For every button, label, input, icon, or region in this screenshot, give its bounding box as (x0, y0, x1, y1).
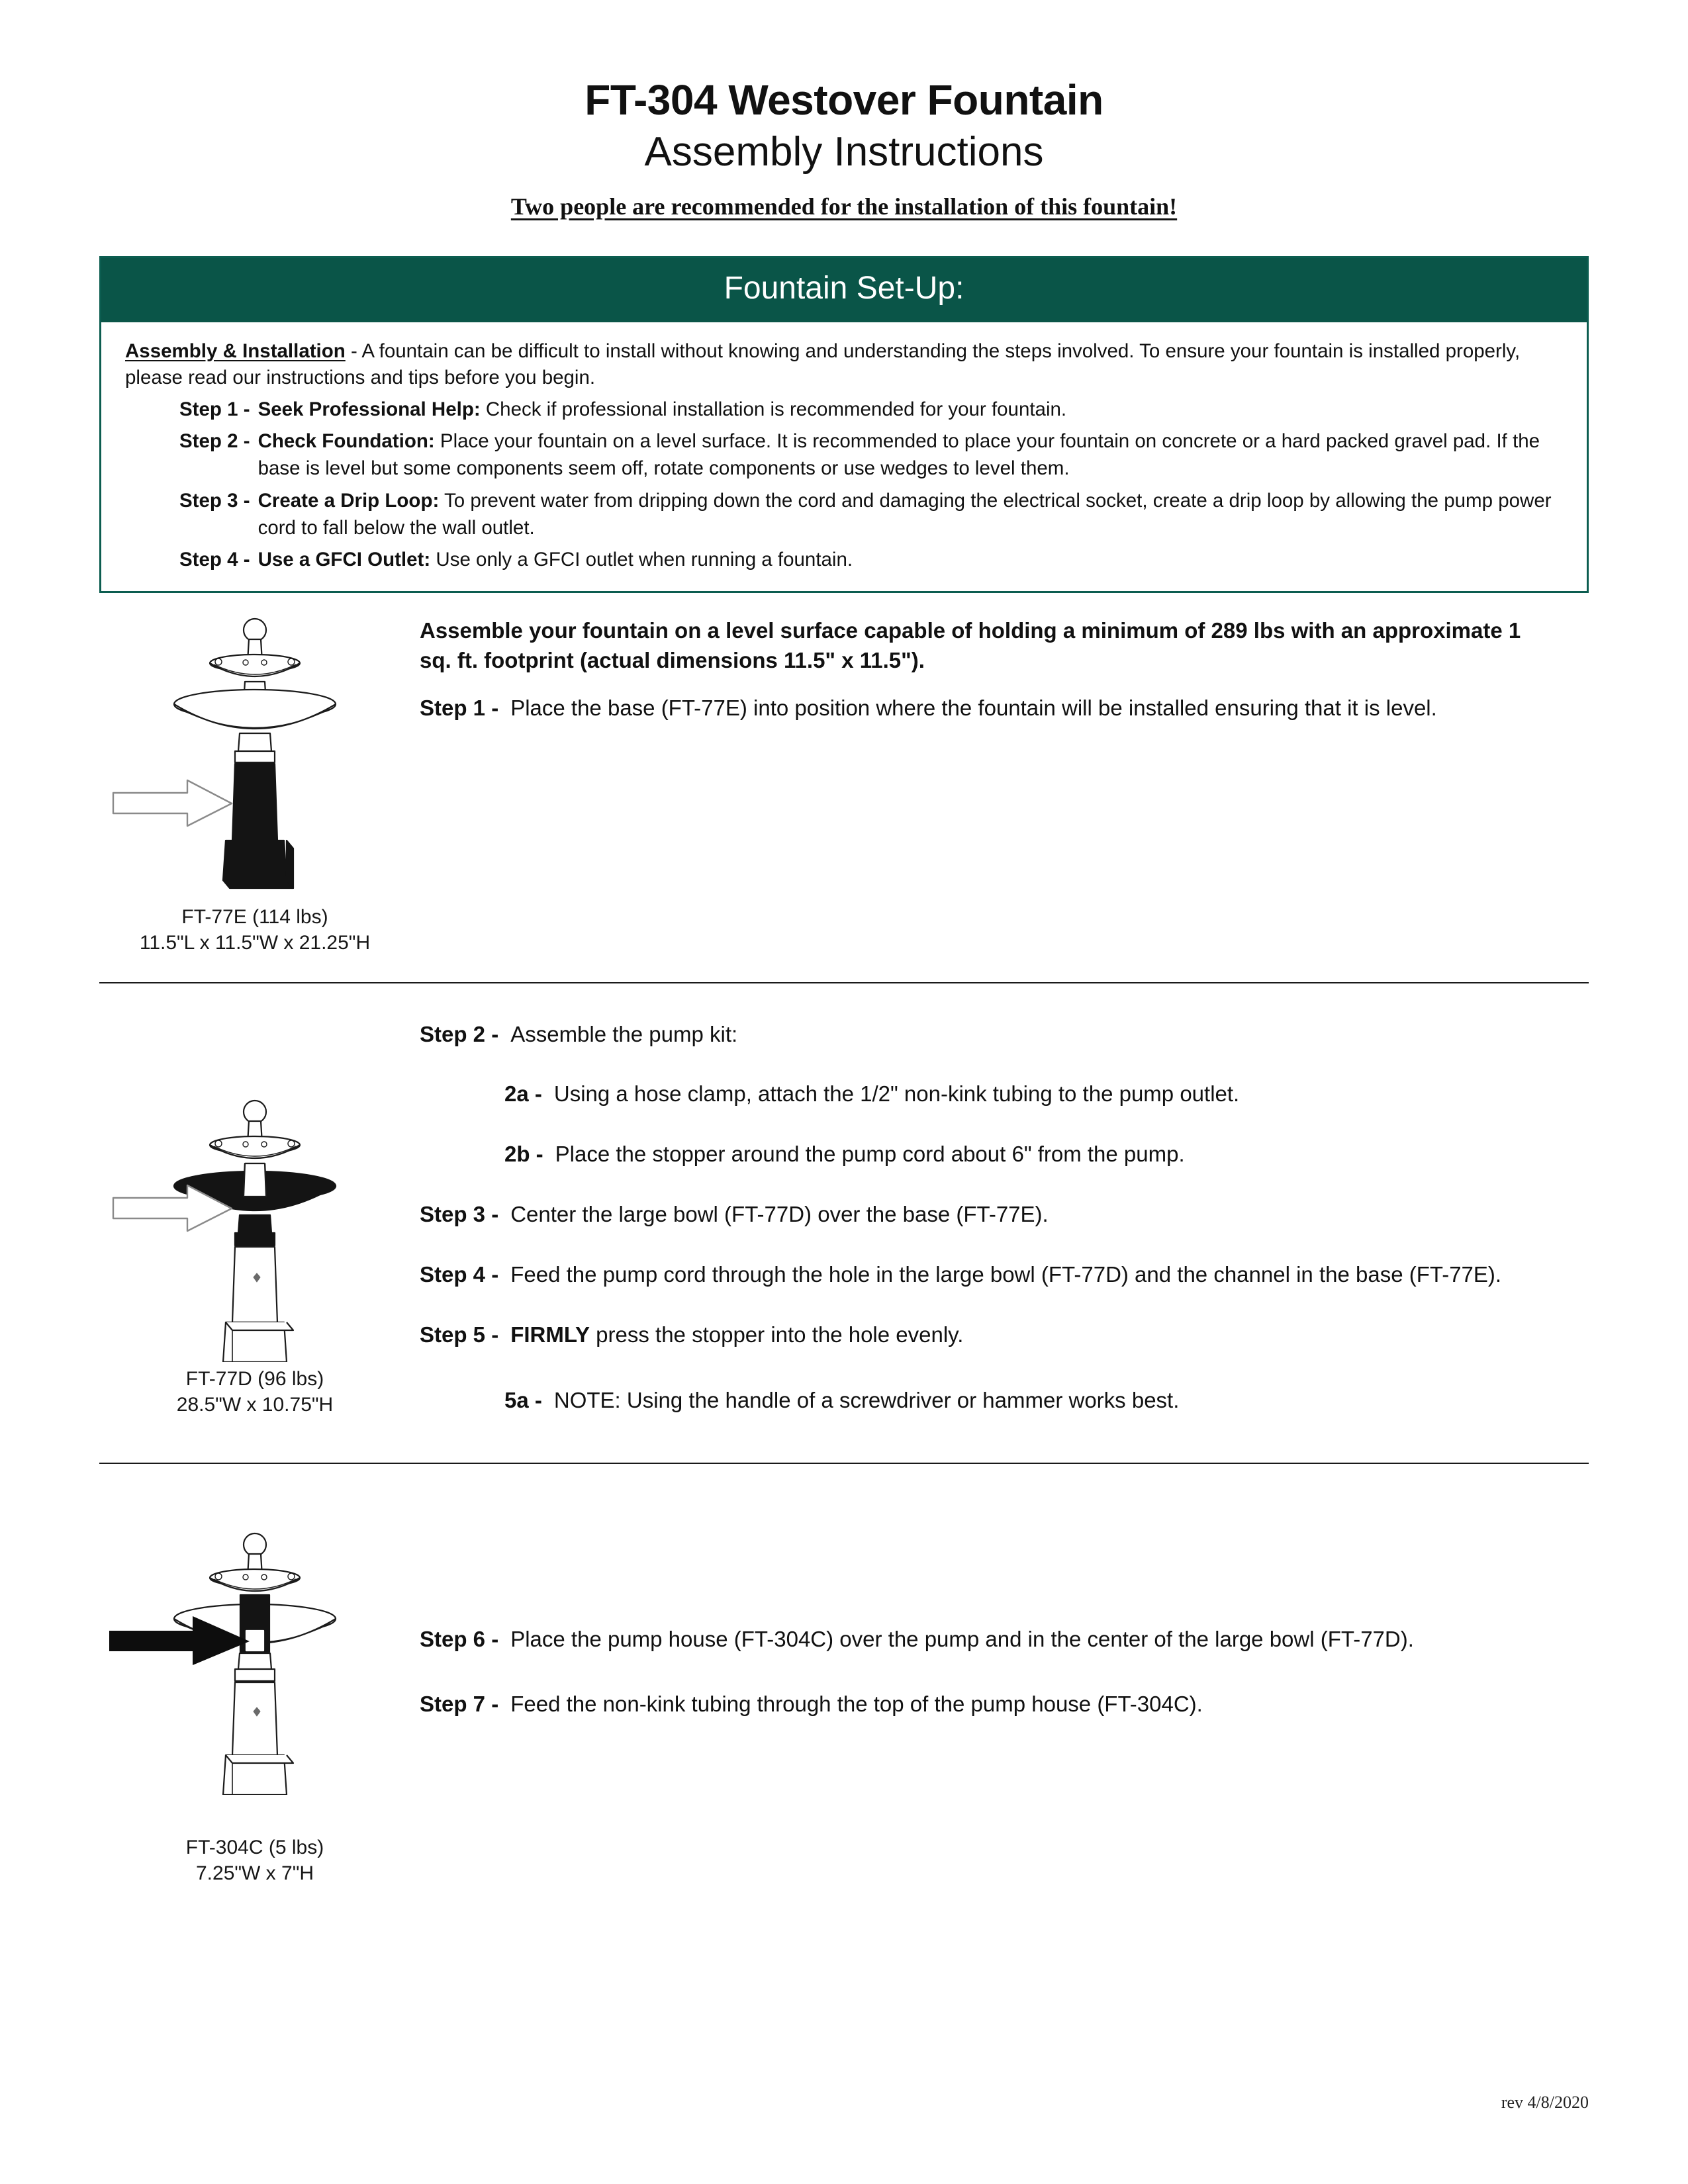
instruction-step-2b-text: Place the stopper around the pump cord about 6" from the pump. (555, 1142, 1185, 1167)
setup-step-1 (125, 396, 1563, 423)
fountain-diagram-pumphouse-highlight (109, 1530, 400, 1795)
pointer-arrow-outline (113, 780, 232, 826)
figure-caption-ft77e (99, 904, 410, 956)
section-steps-2-5 (99, 1019, 1589, 1418)
instruction-step-5-emphasis: FIRMLY (510, 1322, 590, 1347)
instruction-step-2-number: Step 2 - (420, 1021, 499, 1046)
figure-caption-ft77d-line2: 28.5"W x 10.75"H (176, 1393, 334, 1416)
setup-step-3 (125, 487, 1563, 542)
instruction-step-1 (420, 693, 1585, 724)
fountain-figure-ft77d (99, 1097, 410, 1362)
fountain-figure-ft304c (99, 1530, 410, 1795)
setup-step-4-body: Use only a GFCI outlet when running a fountain. (430, 549, 853, 571)
fountain-diagram-bowl-highlight (109, 1097, 400, 1362)
lead-note-weight-footprint: Assemble your fountain on a level surface capable of holding a minimum of 289 lbs with an approximate 1 sq. ft. footprint (actual dimensions 11.5" x 11.5"). (420, 617, 1521, 673)
instruction-step-4-number: Step 4 - (420, 1262, 499, 1287)
text-column-step-1 (410, 615, 1589, 724)
instruction-step-5-body: press the stopper into the hole evenly. (590, 1322, 964, 1347)
setup-step-2-text (258, 428, 1563, 482)
figure-caption-ft304c (99, 1835, 410, 1886)
title-block (0, 0, 1688, 220)
setup-panel-header: Fountain Set-Up: (101, 258, 1587, 322)
figure-caption-ft304c-line2: 7.25"W x 7"H (195, 1862, 314, 1884)
setup-step-4-number: Step 4 - (179, 549, 250, 571)
figure-column-ft77d (99, 1019, 410, 1418)
assembly-installation-text: - A fountain can be difficult to install without knowing and understanding the steps involved. To ensure your fountain is installed properly, please read our instructions and tips before you begin. (125, 340, 1521, 388)
instruction-step-4-text: Feed the pump cord through the hole in the large bowl (FT-77D) and the channel in the base (FT-77E). (510, 1262, 1502, 1287)
setup-step-2 (125, 428, 1563, 482)
installation-warning: Two people are recommended for the installation of this fountain! (510, 193, 1178, 220)
setup-step-1-bold: Seek Professional Help: (258, 398, 481, 420)
instruction-step-3-text: Center the large bowl (FT-77D) over the base (FT-77E). (510, 1202, 1049, 1227)
setup-step-3-number: Step 3 - (179, 489, 250, 512)
text-column-steps-6-7 (410, 1530, 1589, 1721)
figure-caption-ft77e-line1: FT-77E (114 lbs) (181, 905, 328, 928)
instruction-step-5-text (510, 1320, 1585, 1351)
setup-step-1-number: Step 1 - (179, 398, 250, 420)
instruction-step-6-number: Step 6 - (420, 1626, 499, 1651)
setup-step-2-bold: Check Foundation: (258, 430, 435, 453)
setup-step-1-body: Check if professional installation is recommended for your fountain. (480, 398, 1067, 420)
setup-step-3-bold: Create a Drip Loop: (258, 489, 440, 512)
instruction-step-5 (420, 1320, 1585, 1351)
setup-panel-body (101, 322, 1587, 591)
instruction-step-5a (420, 1385, 1589, 1416)
finial-ball-icon (244, 619, 266, 641)
setup-step-2-body: Place your fountain on a level surface. It is recommended to place your fountain on concrete or a hard packed gravel pad. If the base is level but some components seem off, rotate components or use wedges to level them. (258, 430, 1540, 480)
setup-step-3-text (258, 487, 1563, 542)
figure-caption-ft77e-line2: 11.5"L x 11.5"W x 21.25"H (139, 931, 371, 954)
instruction-step-3-number: Step 3 - (420, 1202, 499, 1227)
instruction-step-2a-text: Using a hose clamp, attach the 1/2" non-kink tubing to the pump outlet. (553, 1081, 1240, 1107)
instruction-step-2b-number: 2b - (504, 1142, 543, 1167)
instruction-step-2b (420, 1139, 1589, 1170)
instruction-step-7-number: Step 7 - (420, 1692, 499, 1717)
page-title: FT-304 Westover Fountain (585, 76, 1103, 124)
page-subtitle: Assembly Instructions (644, 129, 1044, 175)
figure-column-ft77e (99, 615, 410, 956)
instruction-step-3 (420, 1199, 1585, 1230)
setup-step-4-text (258, 546, 1563, 573)
instruction-step-6 (420, 1624, 1585, 1655)
setup-step-1-text (258, 396, 1563, 423)
instruction-step-4 (420, 1259, 1585, 1291)
section-step-1 (99, 615, 1589, 956)
revision-footer: rev 4/8/2020 (1501, 2093, 1589, 2112)
instruction-step-5a-number: 5a - (504, 1387, 542, 1412)
setup-step-3-body: To prevent water from dripping down the cord and damaging the electrical socket, create a drip loop by allowing the pump power cord to fall below the wall outlet. (258, 489, 1552, 539)
section-steps-6-7 (99, 1530, 1589, 1886)
instruction-step-2-text: Assemble the pump kit: (510, 1021, 738, 1046)
section-divider-1 (99, 982, 1589, 983)
assembly-installation-label: Assembly & Installation (125, 340, 346, 362)
finial-ball-icon (244, 1101, 266, 1123)
figure-caption-ft77d (99, 1366, 410, 1418)
text-column-steps-2-5 (410, 1019, 1589, 1416)
fountain-setup-panel (99, 256, 1589, 593)
setup-step-4 (125, 546, 1563, 573)
instruction-step-5-number: Step 5 - (420, 1322, 499, 1347)
instruction-step-1-text: Place the base (FT-77E) into position where the fountain will be installed ensuring that it is level. (510, 695, 1437, 720)
instruction-step-7-text: Feed the non-kink tubing through the top of the pump house (FT-304C). (510, 1692, 1203, 1717)
instruction-step-7 (420, 1689, 1585, 1720)
assembly-installation-intro (125, 338, 1563, 391)
instruction-step-5a-text: NOTE: Using the handle of a screwdriver or hammer works best. (553, 1387, 1180, 1412)
instruction-step-1-number: Step 1 - (420, 695, 499, 720)
setup-step-4-bold: Use a GFCI Outlet: (258, 549, 431, 571)
section-divider-2 (99, 1463, 1589, 1464)
instruction-step-6-text: Place the pump house (FT-304C) over the pump and in the center of the large bowl (FT-77D). (510, 1626, 1414, 1651)
instruction-step-2 (420, 1019, 1585, 1050)
finial-ball-icon (244, 1533, 266, 1556)
figure-caption-ft304c-line1: FT-304C (5 lbs) (185, 1836, 324, 1858)
setup-step-2-number: Step 2 - (179, 430, 250, 453)
instruction-step-2a-number: 2a - (504, 1081, 542, 1107)
fountain-diagram-base-highlight (109, 615, 400, 900)
instruction-step-2a (420, 1079, 1589, 1110)
fountain-figure-ft77e (99, 615, 410, 900)
highlighted-base-column (232, 764, 277, 841)
setup-steps-list (125, 396, 1563, 574)
figure-column-ft304c (99, 1530, 410, 1886)
figure-caption-ft77d-line1: FT-77D (96 lbs) (185, 1367, 324, 1390)
